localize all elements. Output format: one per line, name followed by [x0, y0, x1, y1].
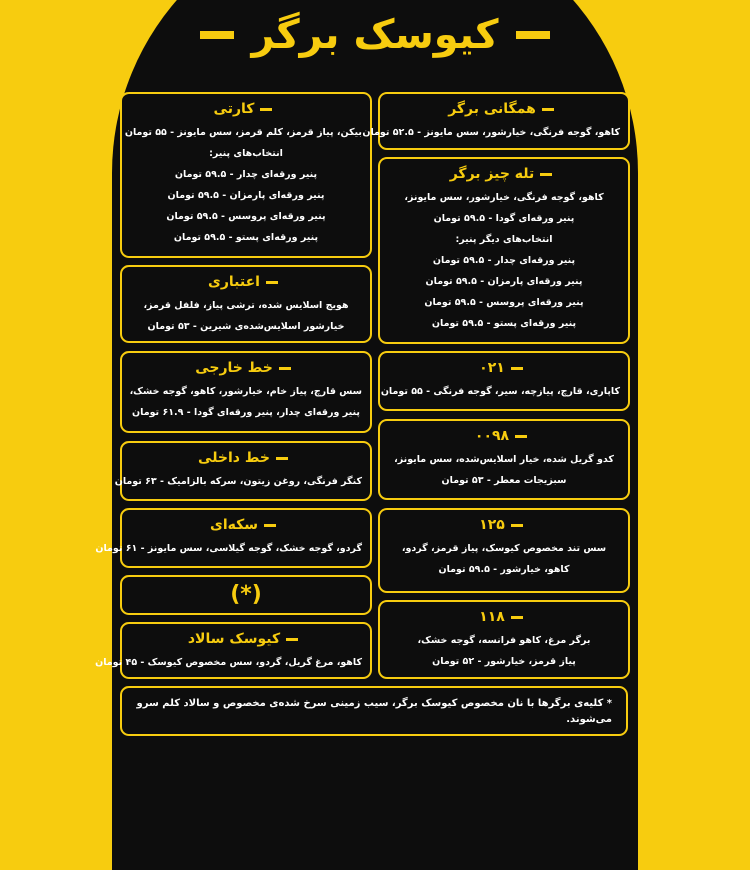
- card-line: انتخاب‌های پنیر:: [209, 148, 283, 159]
- title-dash-left: [200, 31, 234, 39]
- card-title: ۱۱۸: [388, 608, 620, 626]
- card-title: همگانی برگر: [388, 100, 620, 118]
- card-line: پنیر ورقه‌ای پارمزان - ۵۹.۵ تومان: [167, 190, 325, 201]
- card-title: کیوسک سالاد: [130, 630, 362, 648]
- card-line: پنیر ورقه‌ای چدار - ۵۹.۵ تومان: [174, 169, 318, 180]
- card-sekkei: [95, 508, 372, 568]
- card-line: بیکن، پیاز قرمز، کلم قرمز، سس مایونز - ۵۵ تومان: [124, 127, 362, 138]
- card-line: پنیر ورقه‌ای پروسس - ۵۹.۵ تومان: [166, 211, 326, 222]
- card-hamegani: [362, 92, 630, 150]
- card-line: کاهو، مرغ گریل، گردو، سس مخصوص کیوسک - ۴۵ تومان: [95, 657, 362, 668]
- card-line: پنیر ورقه‌ای پروسس - ۵۹.۵ تومان: [424, 297, 584, 308]
- card-line: پنیر ورقه‌ای پارمزان - ۵۹.۵ تومان: [425, 276, 583, 287]
- card-line: کنگر فرنگی، روغن زیتون، سرکه بالزامیک - ۶۳ تومان: [114, 476, 362, 487]
- menu-title: [112, 0, 638, 70]
- card-title: ۱۲۵: [388, 516, 620, 534]
- footer-note: [120, 686, 628, 736]
- card-line: کاپاری، قارچ، پیازچه، سیر، گوجه فرنگی - ۵۵ تومان: [380, 386, 620, 397]
- card-line: کاهو، گوجه فرنگی، خیارشور، سس مایونز - ۵۲.۵ تومان: [362, 127, 620, 138]
- card-line: سس تند مخصوص کیوسک، پیاز قرمز، گردو،: [401, 543, 607, 554]
- card-line: گردو، گوجه خشک، گوجه گیلاسی، سس مایونز - ۶۱ تومان: [95, 543, 362, 554]
- title-dash-right: [516, 31, 550, 39]
- asterisk-note-icon: (*): [230, 582, 262, 607]
- card-line: پیاز قرمز، خیارشور - ۵۲ تومان: [432, 656, 576, 667]
- card-title: اعتباری: [130, 273, 362, 291]
- menu-title-text: کیوسک برگر: [251, 12, 499, 58]
- card-title: خط خارجی: [130, 359, 362, 377]
- card-title: تله چیز برگر: [388, 165, 620, 183]
- card-line: پنیر ورقه‌ای چدار، پنیر ورقه‌ای گودا - ۶۱.۹ تومان: [132, 407, 360, 418]
- card-kiosk-salad: [95, 622, 372, 679]
- card-etebari: [120, 265, 372, 343]
- card-title: ۰۰۹۸: [388, 427, 620, 445]
- card-line: پنیر ورقه‌ای پستو - ۵۹.۵ تومان: [173, 232, 319, 243]
- card-line: پنیر ورقه‌ای گودا - ۵۹.۵ تومان: [433, 213, 575, 224]
- card-line: کاهو، گوجه فرنگی، خیارشور، سس مایونز،: [404, 192, 604, 203]
- card-021: [378, 351, 630, 411]
- card-kartee: [120, 92, 372, 258]
- card-title: سکه‌ای: [130, 516, 362, 534]
- card-line: سبزیجات معطر - ۵۳ تومان: [441, 475, 567, 486]
- card-khat-dakheli: [114, 441, 372, 501]
- card-title: خط داخلی: [130, 449, 362, 467]
- card-0098: [378, 419, 630, 500]
- card-118: [378, 600, 630, 679]
- card-line: هویج اسلایس شده، ترشی پیاز، فلفل قرمز،: [143, 300, 349, 311]
- card-line: برگر مرغ، کاهو فرانسه، گوجه خشک،: [417, 635, 591, 646]
- card-title: ۰۲۱: [388, 359, 620, 377]
- card-khat-khareji: [120, 351, 372, 433]
- card-line: پنیر ورقه‌ای چدار - ۵۹.۵ تومان: [432, 255, 576, 266]
- card-line: کدو گریل شده، خیار اسلایس‌شده، سس مایونز،: [394, 454, 614, 465]
- card-taleh-cheez: [378, 157, 630, 344]
- card-line: پنیر ورقه‌ای پستو - ۵۹.۵ تومان: [431, 318, 577, 329]
- footer-note-text: * کلیه‌ی برگرها با نان مخصوص کیوسک برگر، سیب زمینی سرخ شده‌ی مخصوص و سالاد کلم سرو می‌شوند.: [136, 698, 612, 725]
- card-line: سس قارچ، پیاز خام، خیارشور، کاهو، گوجه خشک،: [129, 386, 362, 397]
- card-star: [120, 575, 372, 615]
- card-125: [378, 508, 630, 593]
- card-title: کارتی: [130, 100, 362, 118]
- card-line: خیارشور اسلایس‌شده‌ی شیرین - ۵۳ تومان: [147, 321, 345, 332]
- card-line: کاهو، خیارشور - ۵۹.۵ تومان: [438, 564, 570, 575]
- card-line: انتخاب‌های دیگر پنیر:: [455, 234, 553, 245]
